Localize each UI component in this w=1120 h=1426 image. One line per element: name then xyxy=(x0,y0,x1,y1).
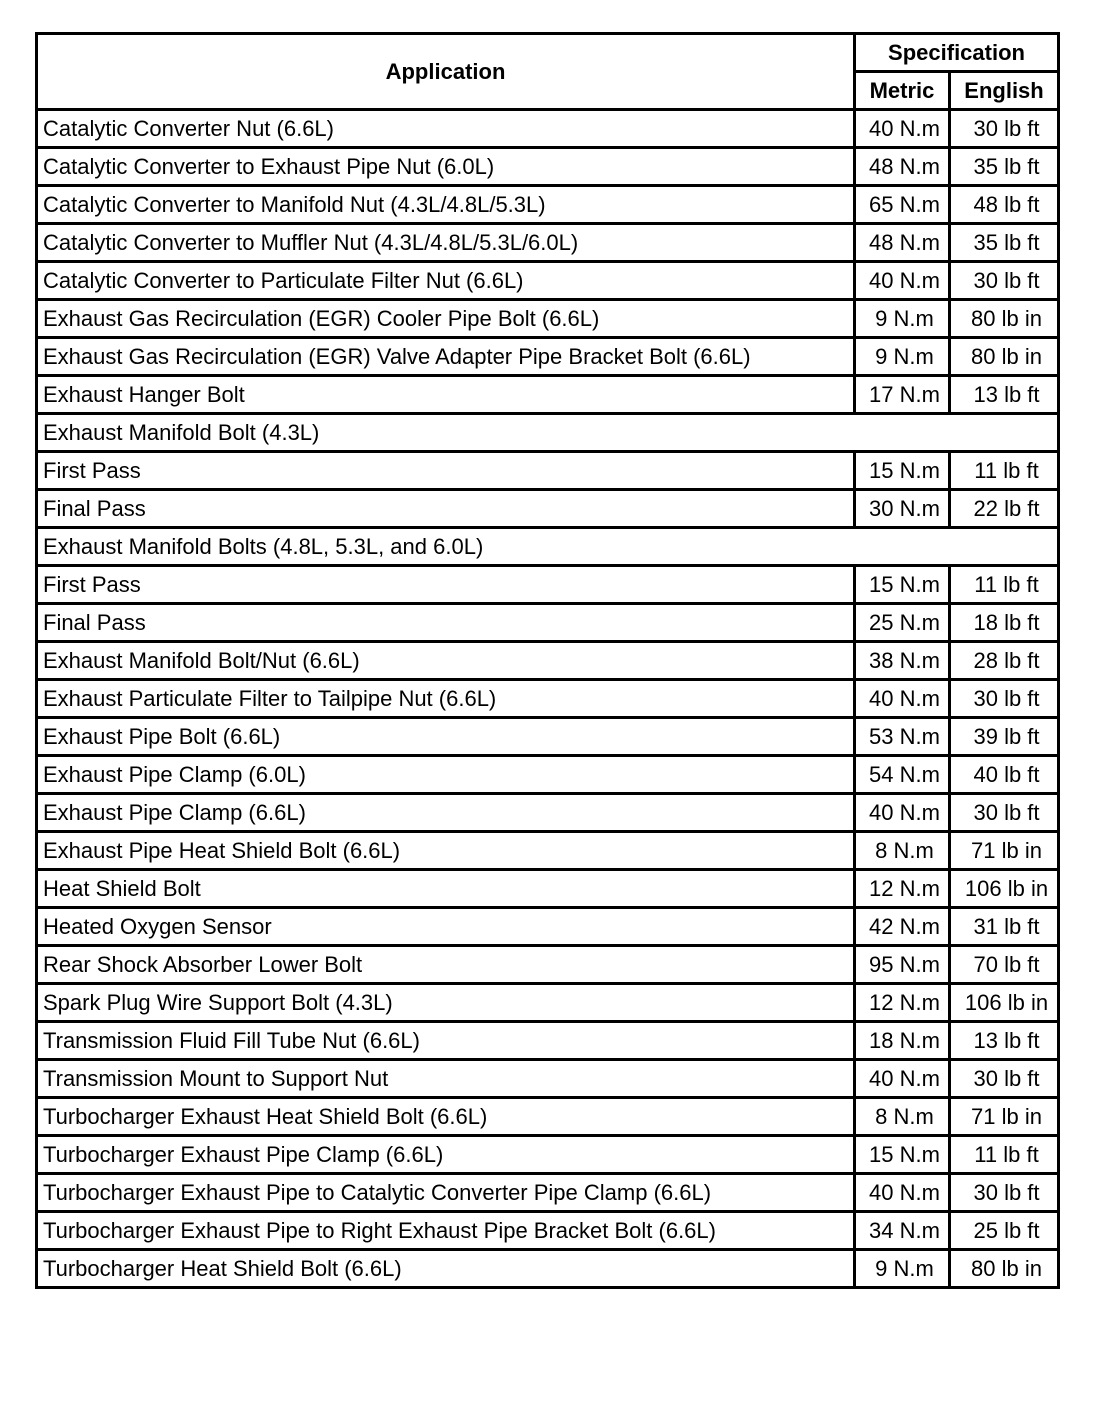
english-cell: 18 lb ft xyxy=(950,604,1059,642)
english-cell: 35 lb ft xyxy=(950,148,1059,186)
english-cell: 31 lb ft xyxy=(950,908,1059,946)
metric-cell: 18 N.m xyxy=(855,1022,950,1060)
application-cell: Exhaust Manifold Bolts (4.8L, 5.3L, and 6.0L) xyxy=(37,528,1059,566)
metric-cell: 38 N.m xyxy=(855,642,950,680)
metric-cell: 9 N.m xyxy=(855,338,950,376)
english-cell: 25 lb ft xyxy=(950,1212,1059,1250)
metric-cell: 48 N.m xyxy=(855,224,950,262)
table-row xyxy=(37,642,1059,680)
table-row xyxy=(37,870,1059,908)
application-cell: Exhaust Pipe Clamp (6.6L) xyxy=(37,794,855,832)
english-cell: 106 lb in xyxy=(950,984,1059,1022)
application-cell: Turbocharger Exhaust Heat Shield Bolt (6.6L) xyxy=(37,1098,855,1136)
metric-cell: 65 N.m xyxy=(855,186,950,224)
metric-cell: 40 N.m xyxy=(855,1060,950,1098)
metric-cell: 12 N.m xyxy=(855,870,950,908)
table-row xyxy=(37,490,1059,528)
application-cell: Transmission Fluid Fill Tube Nut (6.6L) xyxy=(37,1022,855,1060)
application-cell: Final Pass xyxy=(37,490,855,528)
english-header: English xyxy=(950,72,1059,110)
table-row xyxy=(37,110,1059,148)
english-cell: 30 lb ft xyxy=(950,1174,1059,1212)
table-row xyxy=(37,1250,1059,1288)
table-row xyxy=(37,718,1059,756)
metric-cell: 40 N.m xyxy=(855,262,950,300)
section-row xyxy=(37,528,1059,566)
table-row xyxy=(37,908,1059,946)
metric-cell: 12 N.m xyxy=(855,984,950,1022)
application-cell: Heated Oxygen Sensor xyxy=(37,908,855,946)
application-cell: Final Pass xyxy=(37,604,855,642)
table-row xyxy=(37,300,1059,338)
application-cell: Heat Shield Bolt xyxy=(37,870,855,908)
table-row xyxy=(37,148,1059,186)
application-cell: Catalytic Converter Nut (6.6L) xyxy=(37,110,855,148)
metric-cell: 34 N.m xyxy=(855,1212,950,1250)
english-cell: 11 lb ft xyxy=(950,566,1059,604)
application-cell: Exhaust Manifold Bolt/Nut (6.6L) xyxy=(37,642,855,680)
metric-cell: 15 N.m xyxy=(855,566,950,604)
english-cell: 11 lb ft xyxy=(950,1136,1059,1174)
english-cell: 39 lb ft xyxy=(950,718,1059,756)
metric-cell: 40 N.m xyxy=(855,1174,950,1212)
torque-spec-table xyxy=(35,32,1060,1289)
table-row xyxy=(37,794,1059,832)
metric-cell: 40 N.m xyxy=(855,794,950,832)
english-cell: 30 lb ft xyxy=(950,262,1059,300)
metric-cell: 9 N.m xyxy=(855,1250,950,1288)
application-cell: Transmission Mount to Support Nut xyxy=(37,1060,855,1098)
metric-cell: 40 N.m xyxy=(855,110,950,148)
application-cell: Exhaust Gas Recirculation (EGR) Valve Adapter Pipe Bracket Bolt (6.6L) xyxy=(37,338,855,376)
application-cell: Exhaust Pipe Bolt (6.6L) xyxy=(37,718,855,756)
table-row xyxy=(37,832,1059,870)
table-row xyxy=(37,186,1059,224)
application-cell: Exhaust Pipe Heat Shield Bolt (6.6L) xyxy=(37,832,855,870)
metric-cell: 8 N.m xyxy=(855,832,950,870)
application-cell: Catalytic Converter to Particulate Filter Nut (6.6L) xyxy=(37,262,855,300)
english-cell: 80 lb in xyxy=(950,300,1059,338)
english-cell: 40 lb ft xyxy=(950,756,1059,794)
application-cell: Catalytic Converter to Muffler Nut (4.3L/4.8L/5.3L/6.0L) xyxy=(37,224,855,262)
table-row xyxy=(37,946,1059,984)
metric-cell: 42 N.m xyxy=(855,908,950,946)
english-cell: 80 lb in xyxy=(950,1250,1059,1288)
metric-cell: 15 N.m xyxy=(855,1136,950,1174)
metric-cell: 15 N.m xyxy=(855,452,950,490)
table-row xyxy=(37,1212,1059,1250)
english-cell: 13 lb ft xyxy=(950,376,1059,414)
application-cell: First Pass xyxy=(37,566,855,604)
table-row xyxy=(37,604,1059,642)
english-cell: 22 lb ft xyxy=(950,490,1059,528)
table-row xyxy=(37,452,1059,490)
english-cell: 30 lb ft xyxy=(950,794,1059,832)
table-row xyxy=(37,756,1059,794)
table-row xyxy=(37,338,1059,376)
table-row xyxy=(37,376,1059,414)
metric-cell: 54 N.m xyxy=(855,756,950,794)
table-row xyxy=(37,1022,1059,1060)
application-cell: Turbocharger Exhaust Pipe to Right Exhaust Pipe Bracket Bolt (6.6L) xyxy=(37,1212,855,1250)
english-cell: 35 lb ft xyxy=(950,224,1059,262)
application-cell: Catalytic Converter to Exhaust Pipe Nut (6.0L) xyxy=(37,148,855,186)
metric-cell: 25 N.m xyxy=(855,604,950,642)
specification-header: Specification xyxy=(855,34,1059,72)
table-row xyxy=(37,1174,1059,1212)
metric-cell: 9 N.m xyxy=(855,300,950,338)
english-cell: 13 lb ft xyxy=(950,1022,1059,1060)
table-row xyxy=(37,262,1059,300)
application-cell: Exhaust Gas Recirculation (EGR) Cooler Pipe Bolt (6.6L) xyxy=(37,300,855,338)
application-cell: Rear Shock Absorber Lower Bolt xyxy=(37,946,855,984)
english-cell: 30 lb ft xyxy=(950,680,1059,718)
english-cell: 71 lb in xyxy=(950,832,1059,870)
application-cell: Exhaust Pipe Clamp (6.0L) xyxy=(37,756,855,794)
application-cell: Exhaust Manifold Bolt (4.3L) xyxy=(37,414,1059,452)
table-row xyxy=(37,1136,1059,1174)
spec-table-body xyxy=(37,110,1059,1288)
application-cell: Spark Plug Wire Support Bolt (4.3L) xyxy=(37,984,855,1022)
metric-cell: 30 N.m xyxy=(855,490,950,528)
table-row xyxy=(37,680,1059,718)
table-row xyxy=(37,1098,1059,1136)
english-cell: 11 lb ft xyxy=(950,452,1059,490)
english-cell: 30 lb ft xyxy=(950,1060,1059,1098)
english-cell: 28 lb ft xyxy=(950,642,1059,680)
metric-cell: 17 N.m xyxy=(855,376,950,414)
section-row xyxy=(37,414,1059,452)
application-cell: Turbocharger Exhaust Pipe to Catalytic Converter Pipe Clamp (6.6L) xyxy=(37,1174,855,1212)
application-cell: Turbocharger Exhaust Pipe Clamp (6.6L) xyxy=(37,1136,855,1174)
application-cell: Exhaust Hanger Bolt xyxy=(37,376,855,414)
application-cell: First Pass xyxy=(37,452,855,490)
application-header: Application xyxy=(37,34,855,110)
application-cell: Exhaust Particulate Filter to Tailpipe Nut (6.6L) xyxy=(37,680,855,718)
english-cell: 48 lb ft xyxy=(950,186,1059,224)
table-row xyxy=(37,984,1059,1022)
table-row xyxy=(37,224,1059,262)
metric-cell: 53 N.m xyxy=(855,718,950,756)
metric-cell: 48 N.m xyxy=(855,148,950,186)
table-row xyxy=(37,566,1059,604)
english-cell: 106 lb in xyxy=(950,870,1059,908)
metric-header: Metric xyxy=(855,72,950,110)
table-row xyxy=(37,1060,1059,1098)
english-cell: 71 lb in xyxy=(950,1098,1059,1136)
metric-cell: 95 N.m xyxy=(855,946,950,984)
application-cell: Catalytic Converter to Manifold Nut (4.3L/4.8L/5.3L) xyxy=(37,186,855,224)
english-cell: 80 lb in xyxy=(950,338,1059,376)
application-cell: Turbocharger Heat Shield Bolt (6.6L) xyxy=(37,1250,855,1288)
english-cell: 30 lb ft xyxy=(950,110,1059,148)
metric-cell: 8 N.m xyxy=(855,1098,950,1136)
english-cell: 70 lb ft xyxy=(950,946,1059,984)
metric-cell: 40 N.m xyxy=(855,680,950,718)
